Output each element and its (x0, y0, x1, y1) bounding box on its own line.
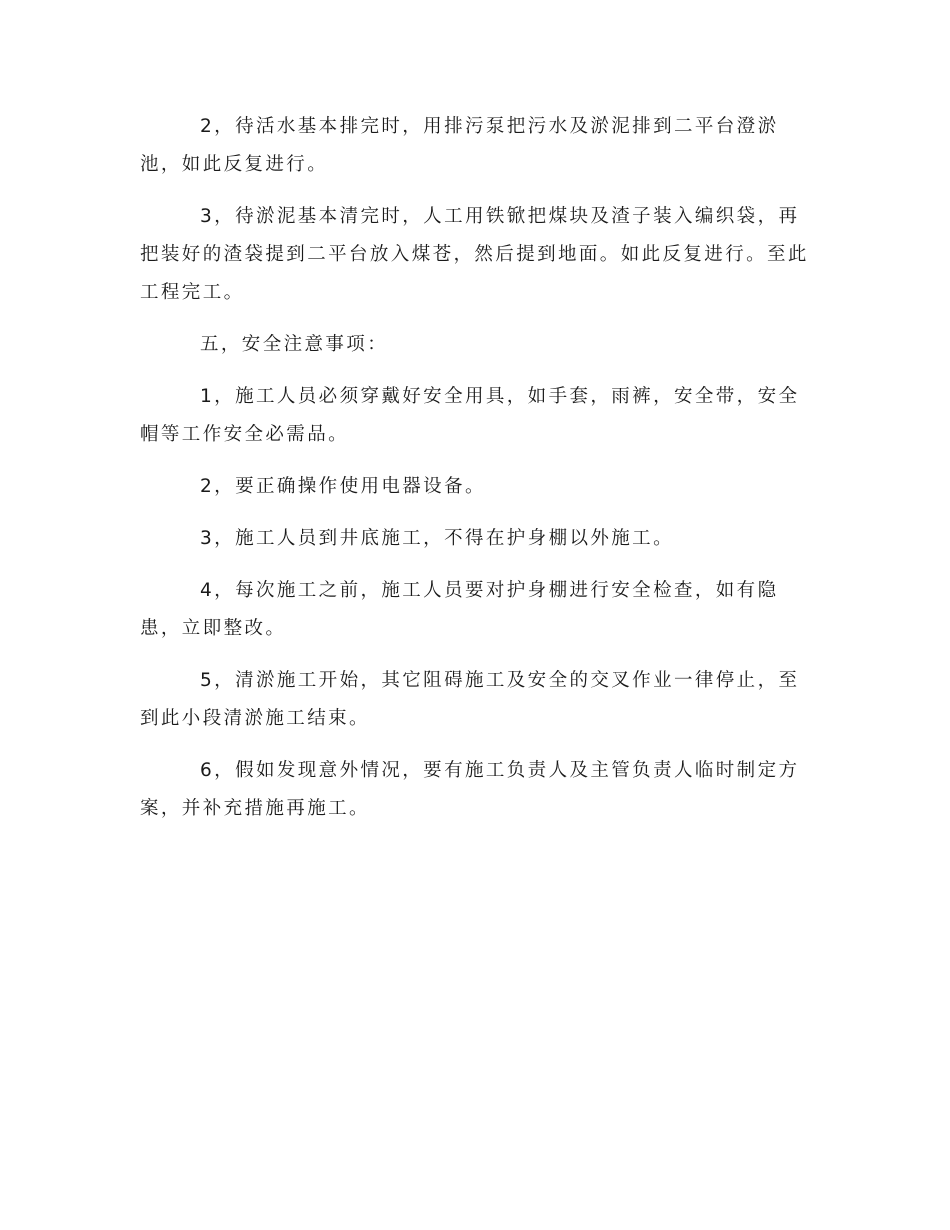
safety-item-1: 1，施工人员必须穿戴好安全用具，如手套，雨裤，安全带，安全帽等工作安全必需品。 (140, 386, 800, 445)
section-heading-safety: 五，安全注意事项： (200, 334, 389, 355)
safety-item-3: 3，施工人员到井底施工，不得在护身棚以外施工。 (200, 528, 674, 549)
document-body (140, 108, 810, 842)
safety-item-4: 4，每次施工之前，施工人员要对护身棚进行安全检查，如有隐患，立即整改。 (140, 580, 779, 639)
safety-item-6: 6，假如发现意外情况，要有施工负责人及主管负责人临时制定方案，并补充措施再施工。 (140, 760, 800, 819)
safety-item-5: 5，清淤施工开始，其它阻碍施工及安全的交叉作业一律停止，至到此小段清淤施工结束。 (140, 670, 800, 729)
paragraph-step-3: 3，待淤泥基本清完时，人工用铁锨把煤块及渣子装入编织袋，再把装好的渣袋提到二平台放入煤苍，然后提到地面。如此反复进行。至此工程完工。 (140, 206, 809, 303)
safety-item-2: 2，要正确操作使用电器设备。 (200, 476, 486, 497)
paragraph-step-2: 2，待活水基本排完时，用排污泵把污水及淤泥排到二平台澄淤池，如此反复进行。 (140, 116, 779, 175)
